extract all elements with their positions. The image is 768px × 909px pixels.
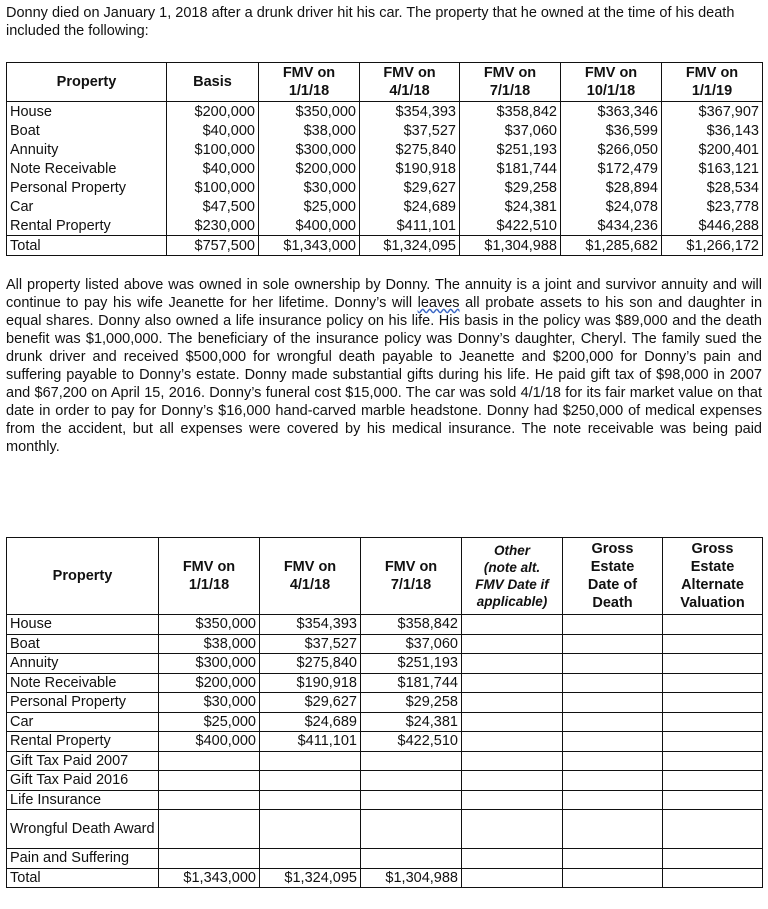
cell-value (159, 751, 260, 771)
cell-value (563, 654, 663, 674)
cell-value (462, 732, 563, 752)
column-header: FMV on 10/1/18 (561, 63, 662, 102)
cell-value: $367,907 (662, 102, 763, 122)
column-header: FMV on 1/1/18 (259, 63, 360, 102)
total-row (7, 236, 763, 256)
cell-value (462, 810, 563, 849)
cell-value (663, 693, 763, 713)
cell-value: $1,304,988 (460, 236, 561, 256)
cell-value (462, 634, 563, 654)
cell-value: $24,689 (360, 197, 460, 216)
cell-value (563, 790, 663, 810)
cell-value: $36,599 (561, 121, 662, 140)
cell-value: $300,000 (159, 654, 260, 674)
table-row (7, 790, 763, 810)
row-label: Total (7, 868, 159, 888)
total-row (7, 868, 763, 888)
table-row (7, 732, 763, 752)
property-table-body (7, 102, 763, 256)
cell-value: $30,000 (159, 693, 260, 713)
cell-value (159, 810, 260, 849)
column-header: Property (7, 63, 167, 102)
table-row (7, 771, 763, 791)
table-row (7, 693, 763, 713)
cell-value: $38,000 (159, 634, 260, 654)
row-label: Rental Property (7, 732, 159, 752)
table-row (7, 216, 763, 236)
table-row (7, 634, 763, 654)
cell-value: $1,343,000 (159, 868, 260, 888)
cell-value: $100,000 (167, 178, 259, 197)
cell-value: $1,304,988 (361, 868, 462, 888)
cell-value (563, 751, 663, 771)
gross-estate-table-body (7, 615, 763, 888)
cell-value (361, 810, 462, 849)
cell-value (663, 654, 763, 674)
column-header: Gross Estate Date of Death (563, 538, 663, 615)
row-label: House (7, 102, 167, 122)
row-label: Life Insurance (7, 790, 159, 810)
cell-value: $1,343,000 (259, 236, 360, 256)
cell-value (260, 849, 361, 869)
cell-value (563, 849, 663, 869)
cell-value: $757,500 (167, 236, 259, 256)
cell-value (361, 751, 462, 771)
intro-text: Donny died on January 1, 2018 after a drunk driver hit his car. The property that he owned at the time of his death included the following: (6, 5, 735, 39)
table-row (7, 810, 763, 849)
cell-value: $358,842 (460, 102, 561, 122)
facts-text-1: All property listed above was owned in sole ownership by Donny. The annuity is a joint and survivor annuity and will continue to pay his wife Jeanette for her lifetime. Donny’s will (6, 277, 762, 311)
cell-value (159, 771, 260, 791)
column-header: FMV on 4/1/18 (360, 63, 460, 102)
cell-value: $172,479 (561, 159, 662, 178)
cell-value (663, 790, 763, 810)
cell-value (159, 849, 260, 869)
facts-underlined-word: leaves (417, 295, 460, 311)
cell-value (663, 615, 763, 635)
cell-value: $24,381 (361, 712, 462, 732)
table-row (7, 140, 763, 159)
cell-value: $200,000 (167, 102, 259, 122)
column-header: FMV on 1/1/19 (662, 63, 763, 102)
table-row (7, 178, 763, 197)
row-label: Gift Tax Paid 2007 (7, 751, 159, 771)
cell-value: $251,193 (460, 140, 561, 159)
cell-value (260, 751, 361, 771)
row-label: Wrongful Death Award (7, 810, 159, 849)
cell-value (563, 673, 663, 693)
cell-value: $24,689 (260, 712, 361, 732)
table-row (7, 654, 763, 674)
row-label: Total (7, 236, 167, 256)
cell-value (663, 732, 763, 752)
cell-value: $23,778 (662, 197, 763, 216)
cell-value (462, 771, 563, 791)
cell-value (361, 771, 462, 791)
cell-value (462, 751, 563, 771)
cell-value: $25,000 (159, 712, 260, 732)
row-label: Pain and Suffering (7, 849, 159, 869)
column-header: FMV on 7/1/18 (361, 538, 462, 615)
cell-value: $200,000 (259, 159, 360, 178)
property-table (6, 62, 763, 256)
cell-value: $446,288 (662, 216, 763, 236)
table-row (7, 102, 763, 122)
cell-value: $354,393 (260, 615, 361, 635)
table-row (7, 121, 763, 140)
cell-value (462, 868, 563, 888)
cell-value (159, 790, 260, 810)
cell-value: $28,534 (662, 178, 763, 197)
cell-value: $24,381 (460, 197, 561, 216)
cell-value: $400,000 (259, 216, 360, 236)
cell-value (462, 673, 563, 693)
gross-estate-table (6, 537, 763, 888)
row-label: Note Receivable (7, 159, 167, 178)
cell-value: $29,627 (360, 178, 460, 197)
cell-value: $350,000 (159, 615, 260, 635)
cell-value: $434,236 (561, 216, 662, 236)
column-header: FMV on 7/1/18 (460, 63, 561, 102)
cell-value (663, 751, 763, 771)
cell-value (260, 810, 361, 849)
cell-value: $100,000 (167, 140, 259, 159)
cell-value (563, 712, 663, 732)
row-label: Note Receivable (7, 673, 159, 693)
cell-value: $29,258 (361, 693, 462, 713)
cell-value: $266,050 (561, 140, 662, 159)
row-label: Annuity (7, 654, 159, 674)
cell-value: $411,101 (360, 216, 460, 236)
cell-value (563, 693, 663, 713)
cell-value (563, 615, 663, 635)
cell-value: $354,393 (360, 102, 460, 122)
cell-value: $37,527 (360, 121, 460, 140)
column-header: FMV on 1/1/18 (159, 538, 260, 615)
column-header: Property (7, 538, 159, 615)
row-label: Annuity (7, 140, 167, 159)
cell-value: $40,000 (167, 121, 259, 140)
facts-paragraph (6, 276, 762, 456)
cell-value: $30,000 (259, 178, 360, 197)
cell-value (663, 868, 763, 888)
cell-value: $24,078 (561, 197, 662, 216)
cell-value: $181,744 (460, 159, 561, 178)
cell-value (361, 849, 462, 869)
cell-value: $200,000 (159, 673, 260, 693)
cell-value (462, 712, 563, 732)
cell-value: $163,121 (662, 159, 763, 178)
cell-value: $275,840 (360, 140, 460, 159)
facts-text-2: all probate assets to his son and daughter in equal shares. Donny also owned a life insurance policy on his life. His basis in the policy was $89,000 and the death benefit was $1,000,000. The beneficiary of the insurance policy was Donny’s daughter, Cheryl. The family sued the drunk driver and received $500,000 for wrongful death payable to Jeanette and $200,000 for Donny’s pain and suffering payable to Donny’s estate. Donny made substantial gifts during his life. He paid gift tax of $98,000 in 2007 and $67,200 on April 15, 2016. Donny’s funeral cost $15,000. The car was sold 4/1/18 for its fair market value on that date in order to pay for Donny’s $16,000 hand-carved marble headstone. Donny had $250,000 of medical expenses from the accident, but all expenses were covered by his medical insurance. The note receivable was being paid monthly. (6, 295, 763, 455)
table-row (7, 197, 763, 216)
cell-value (663, 771, 763, 791)
row-label: House (7, 615, 159, 635)
row-label: Boat (7, 634, 159, 654)
cell-value: $28,894 (561, 178, 662, 197)
cell-value: $358,842 (361, 615, 462, 635)
cell-value: $1,266,172 (662, 236, 763, 256)
cell-value: $400,000 (159, 732, 260, 752)
cell-value: $363,346 (561, 102, 662, 122)
cell-value (462, 654, 563, 674)
table-row (7, 615, 763, 635)
cell-value (462, 790, 563, 810)
cell-value (663, 673, 763, 693)
cell-value (361, 790, 462, 810)
row-label: Personal Property (7, 693, 159, 713)
cell-value (462, 693, 563, 713)
cell-value: $275,840 (260, 654, 361, 674)
table-row (7, 712, 763, 732)
cell-value: $181,744 (361, 673, 462, 693)
cell-value (663, 712, 763, 732)
row-label: Personal Property (7, 178, 167, 197)
cell-value: $40,000 (167, 159, 259, 178)
column-header: FMV on 4/1/18 (260, 538, 361, 615)
table-row (7, 849, 763, 869)
cell-value (563, 868, 663, 888)
cell-value: $29,258 (460, 178, 561, 197)
column-header: Gross Estate Alternate Valuation (663, 538, 763, 615)
cell-value: $37,060 (460, 121, 561, 140)
row-label: Rental Property (7, 216, 167, 236)
table-row (7, 751, 763, 771)
cell-value: $38,000 (259, 121, 360, 140)
property-table-header (7, 63, 763, 102)
cell-value: $1,285,682 (561, 236, 662, 256)
row-label: Car (7, 197, 167, 216)
cell-value: $1,324,095 (260, 868, 361, 888)
cell-value: $350,000 (259, 102, 360, 122)
row-label: Gift Tax Paid 2016 (7, 771, 159, 791)
cell-value: $190,918 (360, 159, 460, 178)
column-header: Basis (167, 63, 259, 102)
cell-value: $1,324,095 (360, 236, 460, 256)
cell-value (462, 849, 563, 869)
cell-value: $37,527 (260, 634, 361, 654)
cell-value (663, 634, 763, 654)
cell-value: $200,401 (662, 140, 763, 159)
row-label: Car (7, 712, 159, 732)
column-header: Other (note alt. FMV Date if applicable) (462, 538, 563, 615)
cell-value: $230,000 (167, 216, 259, 236)
cell-value: $422,510 (361, 732, 462, 752)
cell-value (260, 790, 361, 810)
cell-value: $190,918 (260, 673, 361, 693)
cell-value (563, 810, 663, 849)
cell-value (663, 849, 763, 869)
cell-value: $300,000 (259, 140, 360, 159)
cell-value (563, 732, 663, 752)
cell-value: $25,000 (259, 197, 360, 216)
gross-estate-table-header (7, 538, 763, 615)
row-label: Boat (7, 121, 167, 140)
cell-value: $47,500 (167, 197, 259, 216)
cell-value: $29,627 (260, 693, 361, 713)
table-row (7, 673, 763, 693)
table-row (7, 159, 763, 178)
cell-value: $422,510 (460, 216, 561, 236)
cell-value (260, 771, 361, 791)
cell-value (663, 810, 763, 849)
cell-value: $251,193 (361, 654, 462, 674)
cell-value (563, 771, 663, 791)
cell-value: $411,101 (260, 732, 361, 752)
cell-value: $37,060 (361, 634, 462, 654)
cell-value (462, 615, 563, 635)
cell-value (563, 634, 663, 654)
cell-value: $36,143 (662, 121, 763, 140)
